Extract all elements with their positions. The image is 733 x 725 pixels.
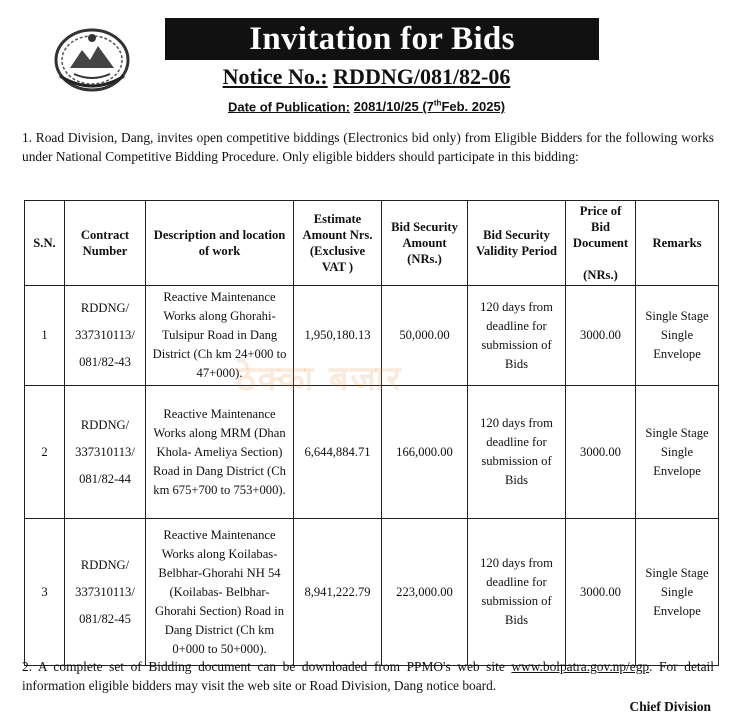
cell-price: 3000.00 — [566, 386, 636, 519]
p2-end: . For detail information eligible bidders may visit the web site or Road Division, Dang notice board. — [22, 659, 714, 693]
contract-part: RDDNG/ — [80, 301, 130, 315]
cell-contract — [65, 519, 146, 666]
cell-estimate: 6,644,884.71 — [294, 386, 382, 519]
bids-table — [24, 200, 719, 666]
page-title: Invitation for Bids — [165, 18, 599, 60]
cell-sn: 3 — [25, 519, 65, 666]
contract-part: 081/82-43 — [79, 355, 131, 369]
cell-estimate: 8,941,222.79 — [294, 519, 382, 666]
notice-label: Notice No.: — [222, 64, 328, 89]
p2-start: 2. A complete set of Bidding document can be downloaded from PPMO's web site — [22, 659, 512, 674]
header-price-top: Price of Bid Document — [572, 204, 629, 250]
cell-security: 223,000.00 — [382, 519, 468, 666]
table-header-row — [25, 201, 719, 286]
table-row — [25, 386, 719, 519]
pub-date-main: 2081/10/25 (7 — [353, 99, 434, 115]
contract-part: 337310113/ — [75, 444, 135, 459]
cell-security: 50,000.00 — [382, 286, 468, 386]
pub-date-end: Feb. 2025) — [441, 99, 506, 115]
cell-remarks: Single Stage Single Envelope — [636, 386, 719, 519]
header-remarks: Remarks — [636, 201, 719, 286]
intro-paragraph: 1. Road Division, Dang, invites open competitive biddings (Electronics bid only) from Eligible Bidders for the following works under National Competitive Bidding Procedure. Only eligible bidders should participate in this bidding: — [22, 130, 714, 164]
table-row — [25, 286, 719, 386]
header-price-unit: (NRs.) — [583, 268, 618, 282]
header-security: Bid Security Amount (NRs.) — [382, 201, 468, 286]
cell-contract — [65, 286, 146, 386]
cell-estimate: 1,950,180.13 — [294, 286, 382, 386]
cell-remarks: Single Stage Single Envelope — [636, 286, 719, 386]
cell-description: Reactive Maintenance Works along MRM (Dhan Khola- Ameliya Section) Road in Dang District (Ch km 675+700 to 753+000). — [146, 386, 294, 519]
download-paragraph — [22, 657, 714, 695]
header-contract: Contract Number — [65, 201, 146, 286]
header-sn: S.N. — [25, 201, 65, 286]
cell-remarks: Single Stage Single Envelope — [636, 519, 719, 666]
contract-part: 081/82-45 — [79, 611, 131, 626]
pub-date-sup: th — [433, 99, 442, 108]
cell-price: 3000.00 — [566, 519, 636, 666]
header-validity: Bid Security Validity Period — [468, 201, 566, 286]
cell-sn: 2 — [25, 386, 65, 519]
publication-date — [0, 99, 733, 114]
notice-value: RDDNG/081/82-06 — [333, 64, 511, 89]
cell-description: Reactive Maintenance Works along Ghorahi-Tulsipur Road in Dang District (Ch km 24+000 to 47+000). — [146, 286, 294, 386]
cell-contract — [65, 386, 146, 519]
cell-sn: 1 — [25, 286, 65, 386]
contract-part: RDDNG/ — [80, 417, 130, 432]
cell-validity: 120 days from deadline for submission of Bids — [468, 386, 566, 519]
bolpatra-link[interactable]: www.bolpatra.gov.np/egp — [511, 659, 650, 674]
pub-label: Date of Publication: — [227, 99, 351, 115]
cell-description: Reactive Maintenance Works along Koilabas-Belbhar-Ghorahi NH 54 (Koilabas- Belbhar-Ghorahi Section) Road in Dang District (Ch km 0+000 to 50+000). — [146, 519, 294, 666]
cell-security: 166,000.00 — [382, 386, 468, 519]
table-row — [25, 519, 719, 666]
watermark: ठेक्का बजार — [236, 359, 403, 399]
notice-number — [0, 64, 733, 90]
cell-validity: 120 days from deadline for submission of Bids — [468, 286, 566, 386]
contract-part: RDDNG/ — [80, 557, 130, 572]
contract-part: 337310113/ — [75, 584, 135, 599]
contract-part: 081/82-44 — [79, 471, 131, 486]
cell-validity: 120 days from deadline for submission of Bids — [468, 519, 566, 666]
signature: Chief Division — [629, 699, 711, 714]
header-price — [566, 201, 636, 286]
header-description: Description and location of work — [146, 201, 294, 286]
contract-part: 337310113/ — [75, 328, 135, 342]
cell-price: 3000.00 — [566, 286, 636, 386]
header-estimate: Estimate Amount Nrs. (Exclusive VAT ) — [294, 201, 382, 286]
